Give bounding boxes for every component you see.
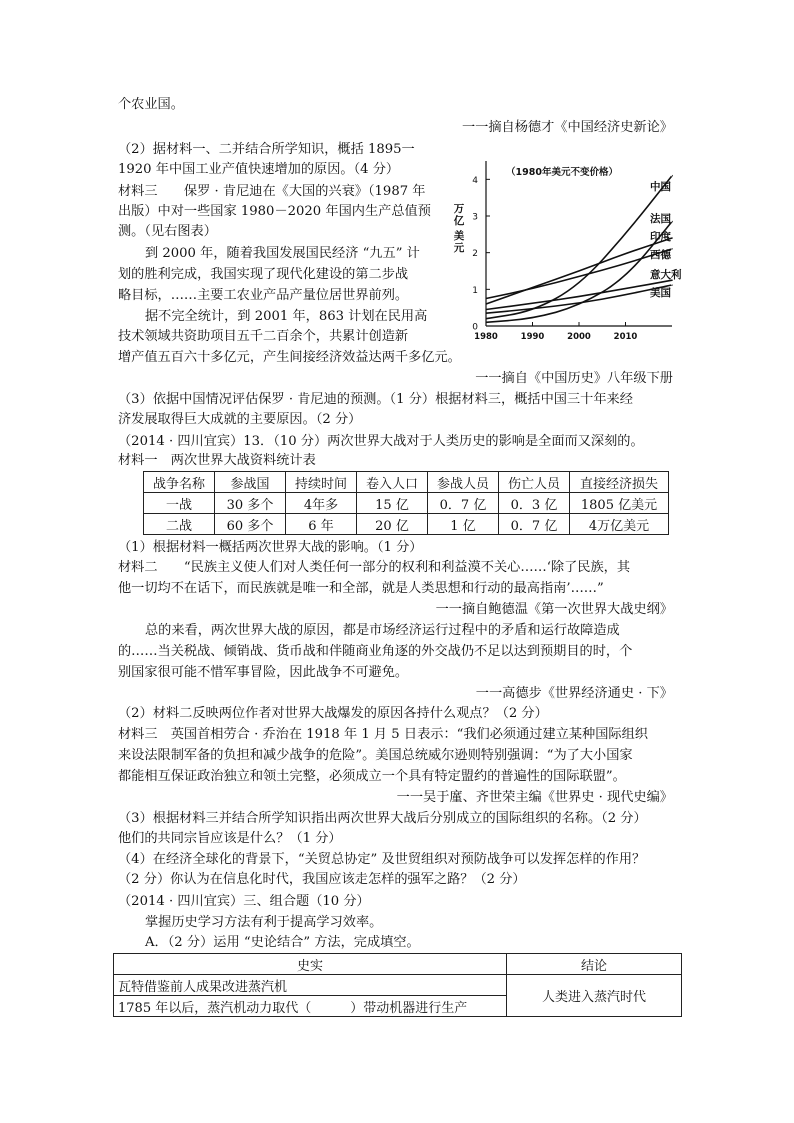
series-line-印度: [486, 222, 672, 323]
text-line: 他一切均不在话下，而民族就是唯一和全部，就是人类思想和行动的最高指南’……”: [118, 581, 604, 596]
table-cell: 1 亿: [428, 514, 499, 535]
table-header-cell: 持续时间: [286, 472, 357, 493]
question-text: 1920 年中国工业产值快速增加的原因。（4 分）: [118, 162, 400, 177]
table-cell: 0．7 亿: [428, 493, 499, 514]
question-text: A．（2 分）运用 “史论结合” 方法，完成填空。: [145, 935, 420, 950]
y-axis-label: 亿: [453, 215, 465, 227]
table-cell: 4万亿美元: [570, 514, 669, 535]
chart-title: （1980年美元不变价格）: [506, 167, 618, 178]
table-cell-fill-blank: 1785 年以后，蒸汽机动力取代（ ）带动机器进行生产: [114, 996, 507, 1017]
chart-series-layer: [486, 176, 672, 323]
table-cell: 4年多: [286, 493, 357, 514]
text-line: 略目标，……主要工农业产品产量位居世界前列。: [118, 288, 409, 303]
material-title: 材料三 保罗 · 肯尼迪在《大国的兴衰》（1987 年: [118, 184, 426, 199]
text-line: 到 2000 年，随着我国发展国民经济 “九五” 计: [145, 246, 420, 261]
text-line: 增产值五百六十多亿元，产生间接经济效益达两千多亿元。: [118, 350, 461, 365]
question-text: （2 分）你认为在信息化时代，我国应该走怎样的强军之路？（2 分）: [118, 872, 526, 887]
text-line: 划的胜利完成，我国实现了现代化建设的第二步战: [118, 267, 409, 282]
material-title: 材料三 英国首相劳合 · 乔治在 1918 年 1 月 5 日表示：“我们必须通过建立某种国际组织: [118, 727, 648, 742]
x-tick-label: 2000: [567, 332, 591, 342]
question-text: 济发展取得巨大成就的主要原因。（2 分）: [118, 412, 362, 427]
text-line: 总的来看，两次世界大战的原因，都是市场经济运行过程中的矛盾和运行故障造成: [145, 623, 620, 638]
text-line: 出版）中对一些国家 1980－2020 年国内生产总值预: [118, 204, 431, 219]
y-tick-label: 3: [472, 212, 478, 223]
text-line: 测。（见右图表）: [118, 224, 217, 239]
y-tick-label: 2: [472, 249, 478, 260]
table-cell: 60 多个: [215, 514, 286, 535]
question-header: （2014 · 四川宜宾）三、组合题（10 分）: [118, 894, 370, 909]
table-cell: 瓦特借鉴前人成果改进蒸汽机: [114, 975, 507, 996]
legend-label: 美国: [650, 287, 671, 299]
y-axis-label: 万: [453, 203, 465, 215]
y-axis-label: 美: [453, 230, 465, 242]
series-line-美国: [486, 238, 672, 304]
text-line: 的……当关税战、倾销战、货币战和伴随商业角逐的外交战仍不足以达到预期目的时，个: [118, 644, 633, 659]
x-tick-label: 1990: [520, 332, 545, 342]
x-tick-label: 2010: [613, 332, 638, 342]
table-cell: 1805 亿美元: [570, 493, 669, 514]
table-header-cell: 参战人员: [428, 472, 499, 493]
source-citation: 一一摘自杨德才《中国经济史新论》: [462, 120, 673, 135]
gdp-forecast-chart: [450, 152, 682, 352]
question-text: （3）依据中国情况评估保罗 · 肯尼迪的预测。（1 分）根据材料三，概括中国三十年来经: [118, 392, 633, 407]
table-header-cell: 参战国: [215, 472, 286, 493]
table-row: [114, 975, 682, 996]
legend-label: 印度: [650, 231, 671, 243]
legend-label: 中国: [650, 181, 671, 193]
table-cell: 30 多个: [215, 493, 286, 514]
text-line: 据不完全统计，到 2001 年，863 计划在民用高: [145, 309, 428, 324]
history-method-table: [113, 953, 682, 1017]
question-header: （2014 · 四川宜宾）13．（10 分）两次世界大战对于人类历史的影响是全面而又深刻的。: [118, 434, 644, 449]
table-cell: 人类进入蒸汽时代: [507, 975, 682, 1017]
table-row: [144, 493, 669, 514]
table-header-cell: 直接经济损失: [570, 472, 669, 493]
table-header-cell: 卷入人口: [357, 472, 428, 493]
text-line: 个农业国。: [118, 97, 184, 112]
text-line: 来设法限制军备的负担和减少战争的危险”。美国总统威尔逊则特别强调：“为了大小国家: [118, 748, 633, 763]
table-header-cell: 伤亡人员: [499, 472, 570, 493]
table-cell: 一战: [144, 493, 215, 514]
source-citation: 一一摘自《中国历史》八年级下册: [475, 371, 673, 386]
table-header-cell: 战争名称: [144, 472, 215, 493]
y-tick-label: 4: [472, 175, 478, 186]
question-text: 他们的共同宗旨应该是什么？（1 分）: [118, 831, 342, 846]
source-citation: 一一吴于廑、齐世荣主编《世界史 · 现代史编》: [396, 790, 673, 805]
series-line-意大利: [486, 285, 672, 313]
text-line: 技术领域共资助项目五千二百余个，共累计创造新: [118, 329, 409, 344]
legend-label: 法国: [650, 213, 671, 225]
material-title: 材料一 两次世界大战资料统计表: [118, 453, 316, 468]
legend-label: 意大利: [650, 269, 682, 281]
y-tick-label: 0: [472, 322, 478, 333]
war-statistics-table: [143, 471, 669, 535]
question-text: （1）根据材料一概括两次世界大战的影响。（1 分）: [118, 540, 423, 555]
table-header-row: [114, 954, 682, 975]
table-cell: 15 亿: [357, 493, 428, 514]
question-text: （2）据材料一、二并结合所学知识，概括 1895一: [118, 142, 415, 157]
y-axis-label: 元: [453, 242, 465, 254]
source-citation: 一一高德步《世界经济通史 · 下》: [475, 686, 673, 701]
table-cell: 0．7 亿: [499, 514, 570, 535]
question-text: （4）在经济全球化的背景下，“关贸总协定” 及世贸组织对预防战争可以发挥怎样的作用？: [118, 852, 646, 867]
text-line: 别国家很可能不惜军事冒险，因此战争不可避免。: [118, 665, 409, 680]
table-cell: 0．3 亿: [499, 493, 570, 514]
text-line: 掌握历史学习方法有利于提高学习效率。: [145, 915, 383, 930]
source-citation: 一一摘自鲍德温《第一次世界大战史纲》: [435, 602, 673, 617]
table-header-cell: 结论: [507, 954, 682, 975]
chart-axes: [472, 161, 672, 342]
table-cell: 二战: [144, 514, 215, 535]
y-tick-label: 1: [472, 285, 478, 296]
legend-label: 西德: [650, 249, 671, 261]
table-cell: 6 年: [286, 514, 357, 535]
table-header-row: [144, 472, 669, 493]
table-header-cell: 史实: [114, 954, 507, 975]
question-text: （3）根据材料三并结合所学知识指出两次世界大战后分别成立的国际组织的名称。（2 分）: [118, 811, 647, 826]
material-title: 材料二 “民族主义使人们对人类任何一部分的权利和利益漠不关心……‘除了民族，其: [118, 560, 631, 575]
table-row: [144, 514, 669, 535]
text-line: 都能相互保证政治独立和领土完整，必须成立一个具有特定盟约的普遍性的国际联盟”。: [118, 769, 626, 784]
table-cell: 20 亿: [357, 514, 428, 535]
x-tick-label: 1980: [474, 332, 498, 342]
question-text: （2）材料二反映两位作者对世界大战爆发的原因各持什么观点？（2 分）: [118, 706, 548, 721]
